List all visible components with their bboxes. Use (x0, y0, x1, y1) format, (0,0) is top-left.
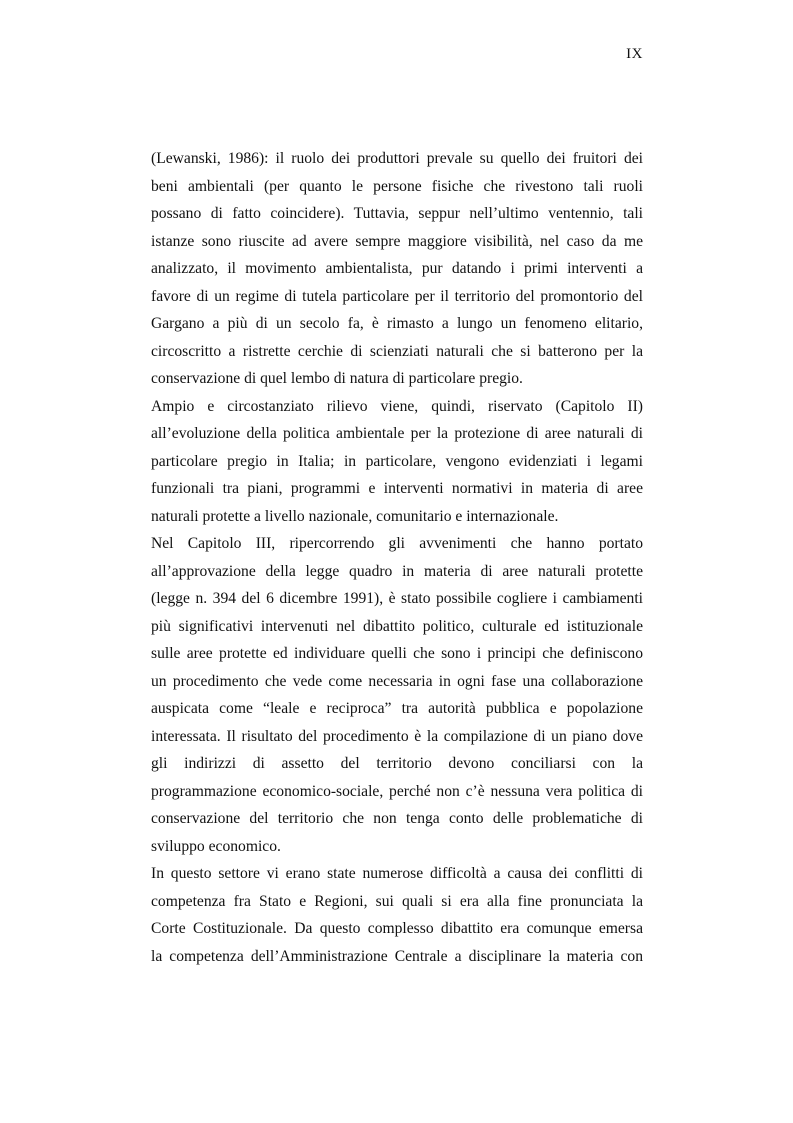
text-line: sulle aree protette ed individuare quelli che sono i principi che definiscono (151, 645, 643, 662)
text-line: beni ambientali (per quanto le persone fisiche che rivestono tali ruoli (151, 177, 643, 195)
text-line-paragraph-end: conservazione di quel lembo di natura di particolare pregio. (151, 370, 523, 387)
text-line: interessata. Il risultato del procedimento è la compilazione di un piano dove (151, 727, 643, 745)
text-line: gli indirizzi di assetto del territorio devono conciliarsi con la (151, 755, 643, 772)
text-line: la competenza dell’Amministrazione Centrale a disciplinare la materia con (151, 947, 643, 965)
body-text (151, 145, 643, 970)
text-line: conservazione del territorio che non tenga conto delle problematiche di (151, 810, 643, 827)
text-line: favore di un regime di tutela particolare per il territorio del promontorio del (151, 287, 643, 305)
text-line: programmazione economico-sociale, perché non c’è nessuna vera politica di (151, 782, 643, 800)
text-line-paragraph-end: sviluppo economico. (151, 837, 281, 855)
page-number: IX (626, 46, 643, 62)
text-line: (legge n. 394 del 6 dicembre 1991), è stato possibile cogliere i cambiamenti (151, 590, 643, 607)
text-line-paragraph-end: naturali protette a livello nazionale, comunitario e internazionale. (151, 507, 559, 525)
text-line: più significativi intervenuti nel dibattito politico, culturale ed istituzionale (151, 617, 643, 635)
text-line: Nel Capitolo III, ripercorrendo gli avvenimenti che hanno portato (151, 535, 643, 552)
text-line: possano di fatto coincidere). Tuttavia, seppur nell’ultimo ventennio, tali (151, 205, 643, 222)
text-line: Corte Costituzionale. Da questo complesso dibattito era comunque emersa (151, 920, 643, 937)
text-line: un procedimento che vede come necessaria in ogni fase una collaborazione (151, 672, 643, 690)
text-line: funzionali tra piani, programmi e interventi normativi in materia di aree (151, 480, 643, 497)
text-line: particolare pregio in Italia; in particolare, vengono evidenziati i legami (151, 452, 643, 470)
text-line: istanze sono riuscite ad avere sempre maggiore visibilità, nel caso da me (151, 232, 643, 250)
text-line: all’approvazione della legge quadro in materia di aree naturali protette (151, 562, 643, 580)
text-line: analizzato, il movimento ambientalista, pur datando i primi interventi a (151, 260, 643, 277)
text-line: circoscritto a ristrette cerchie di scienziati naturali che si batterono per la (151, 342, 643, 360)
text-line: Gargano a più di un secolo fa, è rimasto a lungo un fenomeno elitario, (151, 315, 643, 332)
text-line: auspicata come “leale e reciproca” tra autorità pubblica e popolazione (151, 700, 643, 717)
text-line: In questo settore vi erano state numerose difficoltà a causa dei conflitti di (151, 865, 643, 882)
text-line: all’evoluzione della politica ambientale per la protezione di aree naturali di (151, 425, 643, 442)
text-line: (Lewanski, 1986): il ruolo dei produttori prevale su quello dei fruitori dei (151, 150, 643, 167)
text-line: competenza fra Stato e Regioni, sui quali si era alla fine pronunciata la (151, 892, 643, 910)
text-line: Ampio e circostanziato rilievo viene, quindi, riservato (Capitolo II) (151, 397, 643, 415)
